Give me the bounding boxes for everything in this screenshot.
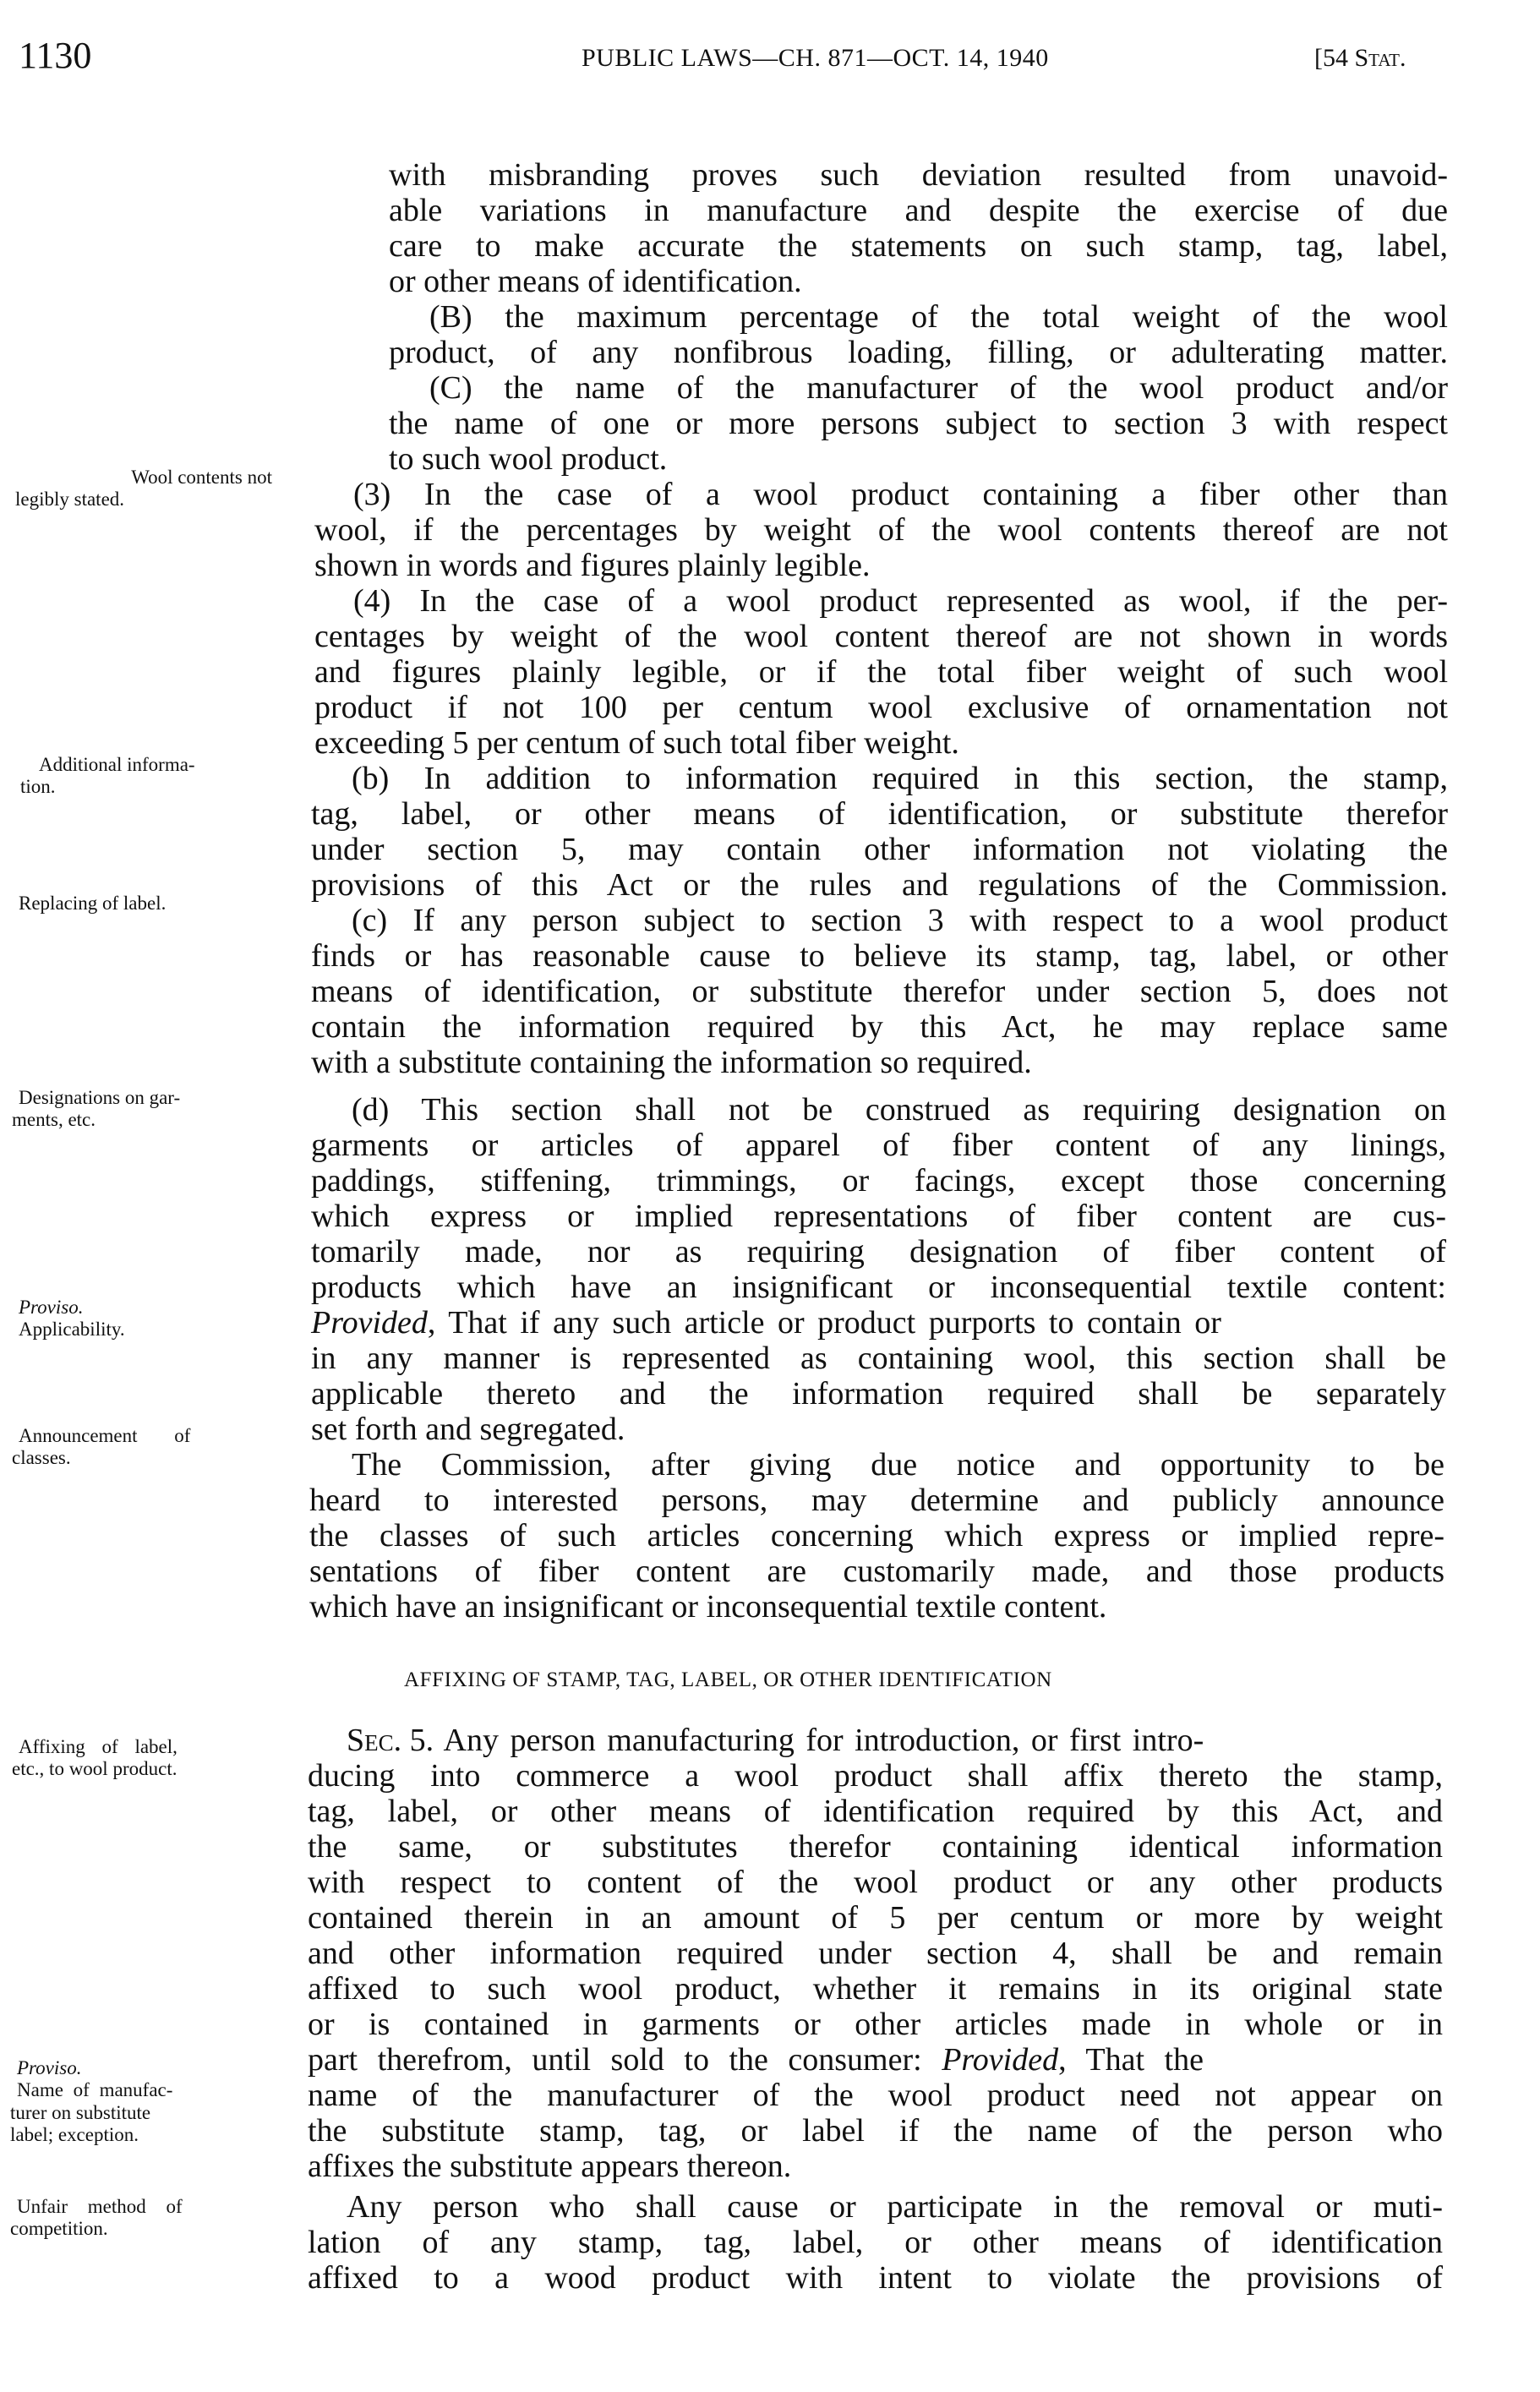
text-line: name of the manufacturer of the wool product need not appear on bbox=[308, 2078, 1443, 2113]
section-number: Sec. 5. bbox=[347, 1723, 434, 1758]
text-line: product, of any nonfibrous loading, filling, or adulterating matter. bbox=[389, 335, 1448, 370]
volume-bracket: [54 bbox=[1314, 44, 1355, 72]
text-line: which have an insignificant or inconsequential textile content. bbox=[309, 1589, 1107, 1625]
text-line: and figures plainly legible, or if the total fiber weight of such wool bbox=[314, 654, 1448, 690]
margin-note-line: Affixing of label, bbox=[19, 1736, 177, 1757]
text-line: care to make accurate the statements on such stamp, tag, label, bbox=[389, 228, 1448, 264]
margin-note-additional-information bbox=[20, 754, 195, 799]
text-line: finds or has reasonable cause to believe its stamp, tag, label, or other bbox=[311, 938, 1448, 974]
text-line: tag, label, or other means of identification, or substitute therefor bbox=[311, 796, 1448, 832]
text-line-proviso-2 bbox=[308, 2044, 1443, 2076]
text-line: tag, label, or other means of identification required by this Act, and bbox=[308, 1794, 1443, 1829]
text-line: centages by weight of the wool content thereof are not shown in words bbox=[314, 619, 1448, 654]
margin-note-line: label; exception. bbox=[10, 2124, 139, 2146]
text-line: The Commission, after giving due notice and opportunity to be bbox=[352, 1447, 1444, 1483]
text-line: affixed to such wool product, whether it remains in its original state bbox=[308, 1971, 1443, 2007]
text-line: shown in words and figures plainly legible. bbox=[314, 548, 871, 583]
text-line: tomarily made, nor as requiring designation of fiber content of bbox=[311, 1234, 1446, 1270]
text-line: contain the information required by this Act, he may replace same bbox=[311, 1009, 1448, 1045]
page-number: 1130 bbox=[19, 35, 92, 76]
margin-note-line: Wool contents not bbox=[131, 467, 272, 488]
text-line: wool, if the percentages by weight of the wool contents thereof are not bbox=[314, 512, 1448, 548]
text-line: in any manner is represented as containing wool, this section shall be bbox=[311, 1341, 1446, 1376]
margin-note-proviso-applicability bbox=[19, 1297, 125, 1341]
text-line: sentations of fiber content are customarily made, and those products bbox=[309, 1554, 1444, 1589]
margin-note-announcement bbox=[12, 1425, 190, 1470]
margin-note-proviso-manufacturer bbox=[10, 2057, 172, 2147]
margin-note-line: competition. bbox=[10, 2218, 108, 2240]
margin-note-line: Name of manufac- bbox=[17, 2079, 173, 2101]
margin-note-line: Announcement of bbox=[19, 1425, 191, 1446]
section-heading: AFFIXING OF STAMP, TAG, LABEL, OR OTHER IDENTIFICATION bbox=[404, 1668, 1052, 1691]
text-line: product if not 100 per centum wool exclusive of ornamentation not bbox=[314, 690, 1448, 725]
text-line: to such wool product. bbox=[389, 441, 668, 477]
text-line: (C) the name of the manufacturer of the wool product and/or bbox=[429, 370, 1448, 406]
margin-note-line: turer on substitute bbox=[10, 2101, 151, 2123]
text-line: affixed to a wood product with intent to violate the provisions of bbox=[308, 2260, 1443, 2296]
margin-note-line: Proviso. bbox=[19, 1297, 84, 1318]
text-line: with misbranding proves such deviation resulted from unavoid- bbox=[389, 157, 1448, 193]
margin-note-line: Additional informa- bbox=[39, 754, 195, 775]
margin-note-line: etc., to wool product. bbox=[12, 1758, 177, 1780]
proviso-lead: part therefrom, until sold to the consumer: bbox=[308, 2042, 942, 2078]
margin-note-line: classes. bbox=[12, 1447, 71, 1469]
text-line: (c) If any person subject to section 3 with respect to a wool product bbox=[352, 903, 1448, 938]
text-line: lation of any stamp, tag, label, or other means of identification bbox=[308, 2225, 1443, 2260]
text-line: (4) In the case of a wool product represented as wool, if the per- bbox=[353, 583, 1448, 619]
text-line: with respect to content of the wool product or any other products bbox=[308, 1865, 1443, 1900]
text-line: set forth and segregated. bbox=[311, 1412, 625, 1447]
volume-abbrev: Stat. bbox=[1354, 44, 1406, 72]
text-line: the classes of such articles concerning which express or implied repre- bbox=[309, 1518, 1444, 1554]
text-line-proviso bbox=[311, 1307, 1446, 1339]
text-line: heard to interested persons, may determine and publicly announce bbox=[309, 1483, 1444, 1518]
page-header bbox=[0, 34, 1540, 85]
margin-note-line: Replacing of label. bbox=[19, 893, 167, 914]
proviso-tail: , That the bbox=[1058, 2042, 1204, 2078]
running-head: PUBLIC LAWS—CH. 871—OCT. 14, 1940 bbox=[582, 44, 1049, 72]
text-line: contained therein in an amount of 5 per centum or more by weight bbox=[308, 1900, 1443, 1936]
text-line: applicable thereto and the information required shall be separately bbox=[311, 1376, 1446, 1412]
proviso-italic: Provided bbox=[311, 1305, 428, 1341]
text-line: or other means of identification. bbox=[389, 264, 802, 299]
text-line: the name of one or more persons subject to section 3 with respect bbox=[389, 406, 1448, 441]
text-line: which express or implied representations of fiber content are cus- bbox=[311, 1199, 1446, 1234]
margin-note-line: legibly stated. bbox=[15, 489, 125, 511]
text-line: garments or articles of apparel of fiber content of any linings, bbox=[311, 1128, 1446, 1163]
margin-note-line: Designations on gar- bbox=[19, 1087, 181, 1108]
text-line-section-5 bbox=[347, 1724, 1443, 1756]
text-line: products which have an insignificant or inconsequential textile content: bbox=[311, 1270, 1446, 1305]
text-line: and other information required under section 4, shall be and remain bbox=[308, 1936, 1443, 1971]
text-line: Any person who shall cause or participate in the removal or muti- bbox=[347, 2189, 1443, 2225]
text-line: (B) the maximum percentage of the total weight of the wool bbox=[429, 299, 1448, 335]
text-line: provisions of this Act or the rules and regulations of the Commission. bbox=[311, 867, 1448, 903]
text-line: ducing into commerce a wool product shall affix thereto the stamp, bbox=[308, 1758, 1443, 1794]
margin-note-affixing-label bbox=[12, 1736, 177, 1781]
margin-note-replacing-label bbox=[19, 893, 166, 915]
volume-reference bbox=[1314, 44, 1406, 73]
text-line: affixes the substitute appears thereon. bbox=[308, 2149, 792, 2184]
margin-note-designations bbox=[12, 1087, 180, 1132]
text-line: under section 5, may contain other information not violating the bbox=[311, 832, 1448, 867]
margin-note-line: ments, etc. bbox=[12, 1109, 96, 1131]
margin-note-line: Applicability. bbox=[19, 1319, 125, 1341]
margin-note-line: tion. bbox=[20, 776, 56, 798]
text-line: or is contained in garments or other articles made in whole or in bbox=[308, 2007, 1443, 2042]
margin-note-unfair-method bbox=[10, 2196, 183, 2241]
text-line: (b) In addition to information required in this section, the stamp, bbox=[352, 761, 1448, 796]
margin-note-line: Unfair method of bbox=[17, 2196, 183, 2217]
text-line: paddings, stiffening, trimmings, or facings, except those concerning bbox=[311, 1163, 1446, 1199]
text-line: able variations in manufacture and despite the exercise of due bbox=[389, 193, 1448, 228]
text-line: with a substitute containing the information so required. bbox=[311, 1045, 1032, 1080]
section-text: Any person manufacturing for introduction, or first intro- bbox=[434, 1723, 1204, 1758]
text-line: exceeding 5 per centum of such total fiber weight. bbox=[314, 725, 959, 761]
text-line: the substitute stamp, tag, or label if the name of the person who bbox=[308, 2113, 1443, 2149]
margin-note-wool-contents bbox=[15, 467, 272, 511]
text-line: the same, or substitutes therefor containing identical information bbox=[308, 1829, 1443, 1865]
proviso-text: , That if any such article or product purports to contain or bbox=[427, 1305, 1221, 1341]
proviso-italic: Provided bbox=[942, 2042, 1059, 2078]
margin-note-line: Proviso. bbox=[17, 2057, 82, 2078]
text-line: (d) This section shall not be construed as requiring designation on bbox=[352, 1092, 1446, 1128]
text-line: (3) In the case of a wool product containing a fiber other than bbox=[353, 477, 1448, 512]
text-line: means of identification, or substitute therefor under section 5, does not bbox=[311, 974, 1448, 1009]
